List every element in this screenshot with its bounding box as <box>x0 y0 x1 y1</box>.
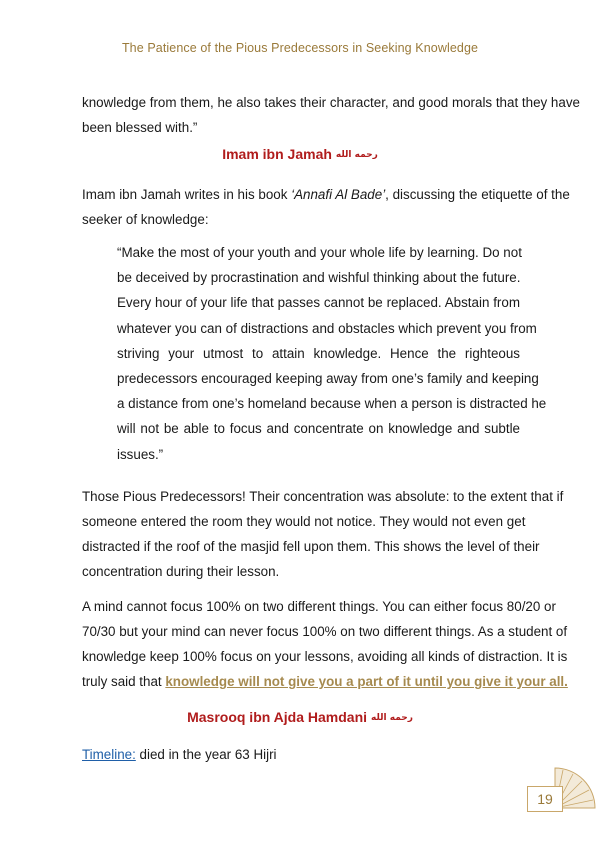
text-span: , discussing the etiquette of the <box>385 187 570 202</box>
paragraph-line: distracted if the roof of the masjid fell upon them. This shows the level of their <box>82 539 540 554</box>
timeline-label[interactable]: Timeline: <box>82 747 136 762</box>
paragraph-line: been blessed with.” <box>82 120 198 135</box>
running-header: The Patience of the Pious Predecessors in Seeking Knowledge <box>121 41 479 55</box>
paragraph-concentration <box>82 484 564 584</box>
text-span: truly said that <box>82 674 166 689</box>
quote-line: striving your utmost to attain knowledge. Hence the righteous <box>117 345 520 361</box>
section-heading-ibn-jamah <box>0 146 600 162</box>
paragraph-line: knowledge from them, he also takes their character, and good morals that they have <box>82 95 580 110</box>
page-number: 19 <box>527 786 563 812</box>
quote-line: be deceived by procrastination and wishful thinking about the future. <box>117 270 521 286</box>
paragraph-focus <box>82 594 568 694</box>
heading-text: Imam ibn Jamah <box>222 146 332 162</box>
quote-line: “Make the most of your youth and your whole life by learning. Do not <box>117 245 522 260</box>
quote-line: Every hour of your life that passes cannot be replaced. Abstain from <box>117 295 520 311</box>
paragraph-line <box>82 669 568 694</box>
quote-line: issues.” <box>117 446 164 462</box>
paragraph-intro-ibn-jamah <box>82 182 570 232</box>
paragraph-line: 70/30 but your mind can never focus 100% on two different things. As a student of <box>82 624 568 639</box>
honorific-calligraphy: رحمه الله <box>371 713 413 723</box>
paragraph-line: Those Pious Predecessors! Their concentration was absolute: to the extent that if <box>82 489 564 504</box>
paragraph-line: A mind cannot focus 100% on two different things. You can either focus 80/20 or <box>82 599 556 614</box>
paragraph-line <box>82 742 522 767</box>
timeline-text: died in the year 63 Hijri <box>135 747 277 762</box>
quote-line: a distance from one’s homeland because when a person is distracted he <box>117 396 547 412</box>
honorific-calligraphy: رحمه الله <box>335 150 378 160</box>
quote-line: predecessors encouraged keeping away from one’s family and keeping <box>117 371 539 387</box>
paragraph-line: knowledge keep 100% focus on your lessons, avoiding all kinds of distraction. It is <box>82 649 568 664</box>
section-heading-masrooq <box>0 709 600 725</box>
highlighted-quote: knowledge will not give you a part of it until you give it your all. <box>165 674 568 689</box>
paragraph-line: someone entered the room they would not notice. They would not even get <box>82 514 526 529</box>
paragraph-line: concentration during their lesson. <box>82 564 280 579</box>
paragraph-line: seeker of knowledge: <box>82 212 209 227</box>
paragraph-line <box>82 182 570 207</box>
text-span: Imam ibn Jamah writes in his book <box>82 187 292 202</box>
book-title: ‘Annafi Al Bade’ <box>291 187 386 202</box>
paragraph-continuation <box>82 90 580 140</box>
quote-line: whatever you can of distractions and obstacles which prevent you from <box>117 320 537 336</box>
quote-line: will not be able to focus and concentrate on knowledge and subtle <box>117 421 520 437</box>
timeline-line <box>82 742 522 767</box>
heading-text: Masrooq ibn Ajda Hamdani <box>187 709 368 725</box>
block-quote <box>117 240 547 467</box>
